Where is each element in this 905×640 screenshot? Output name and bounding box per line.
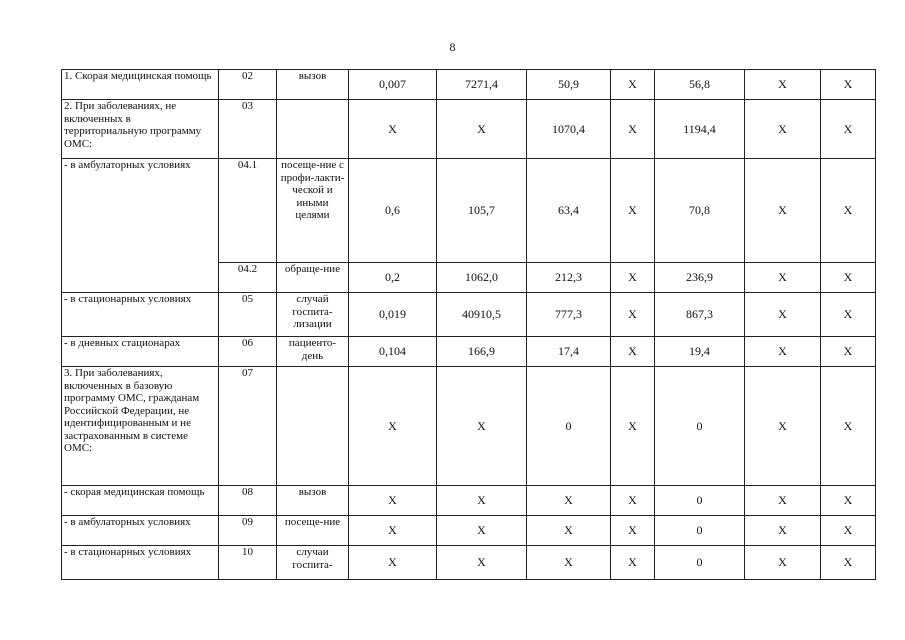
row-name-cell: 2. При заболеваниях, не включенных в территориальную программу ОМС:	[62, 100, 219, 159]
value-cell: X	[437, 546, 527, 580]
value-cell: X	[821, 70, 876, 100]
value-cell: 777,3	[527, 293, 611, 337]
value-cell: 1070,4	[527, 100, 611, 159]
value-cell: X	[437, 367, 527, 486]
value-cell: X	[349, 367, 437, 486]
row-unit-cell: пациенто-день	[277, 337, 349, 367]
value-cell: X	[821, 546, 876, 580]
value-cell: X	[821, 159, 876, 263]
row-code-cell: 06	[219, 337, 277, 367]
value-cell: X	[611, 100, 655, 159]
row-unit-cell: вызов	[277, 486, 349, 516]
row-code-cell: 02	[219, 70, 277, 100]
value-cell: 0	[527, 367, 611, 486]
data-table	[61, 69, 876, 580]
value-cell: 0,6	[349, 159, 437, 263]
row-code-cell: 03	[219, 100, 277, 159]
value-cell: 63,4	[527, 159, 611, 263]
value-cell: X	[745, 263, 821, 293]
value-cell: X	[611, 159, 655, 263]
table-row	[62, 546, 876, 580]
table-body	[62, 70, 876, 580]
table-row	[62, 516, 876, 546]
value-cell: 236,9	[655, 263, 745, 293]
row-name-cell: - в стационарных условиях	[62, 546, 219, 580]
value-cell: X	[437, 486, 527, 516]
value-cell: 0,2	[349, 263, 437, 293]
row-code-cell: 09	[219, 516, 277, 546]
value-cell: X	[349, 546, 437, 580]
page-number: 8	[449, 40, 456, 54]
value-cell: X	[745, 100, 821, 159]
row-name-cell: 3. При заболеваниях, включенных в базовую программу ОМС, гражданам Российской Федерации, не идентифицированным и не застрахованным в системе ОМС:	[62, 367, 219, 486]
value-cell: X	[527, 486, 611, 516]
value-cell: X	[527, 546, 611, 580]
value-cell: X	[745, 70, 821, 100]
row-code-cell: 07	[219, 367, 277, 486]
value-cell: 19,4	[655, 337, 745, 367]
value-cell: 105,7	[437, 159, 527, 263]
table-row	[62, 293, 876, 337]
value-cell: 56,8	[655, 70, 745, 100]
row-name-cell: - в амбулаторных условиях	[62, 516, 219, 546]
row-name-cell: - в дневных стационарах	[62, 337, 219, 367]
value-cell: X	[745, 337, 821, 367]
value-cell: X	[745, 486, 821, 516]
row-name-cell: - скорая медицинская помощь	[62, 486, 219, 516]
row-unit-cell: случай госпита-лизации	[277, 293, 349, 337]
value-cell: 7271,4	[437, 70, 527, 100]
value-cell: X	[437, 516, 527, 546]
value-cell: X	[349, 486, 437, 516]
row-code-cell: 08	[219, 486, 277, 516]
row-unit-cell: посеще-ние с профи-лакти-ческой и иными целями	[277, 159, 349, 263]
value-cell: X	[821, 337, 876, 367]
value-cell: 212,3	[527, 263, 611, 293]
row-code-cell: 04.2	[219, 263, 277, 293]
value-cell: 17,4	[527, 337, 611, 367]
row-unit-cell: обраще-ние	[277, 263, 349, 293]
value-cell: 0	[655, 516, 745, 546]
row-name-cell: 1. Скорая медицинская помощь	[62, 70, 219, 100]
row-unit-cell: случаи госпита-	[277, 546, 349, 580]
value-cell: X	[437, 100, 527, 159]
value-cell: X	[527, 516, 611, 546]
table-row	[62, 159, 876, 263]
value-cell: X	[611, 516, 655, 546]
value-cell: 1062,0	[437, 263, 527, 293]
value-cell: X	[611, 70, 655, 100]
value-cell: 0	[655, 367, 745, 486]
row-unit-cell: посеще-ние	[277, 516, 349, 546]
value-cell: X	[349, 516, 437, 546]
value-cell: X	[611, 337, 655, 367]
value-cell: X	[745, 293, 821, 337]
row-unit-cell	[277, 100, 349, 159]
row-code-cell: 05	[219, 293, 277, 337]
value-cell: X	[745, 159, 821, 263]
table-row	[62, 486, 876, 516]
value-cell: X	[821, 367, 876, 486]
row-name-cell: - в стационарных условиях	[62, 293, 219, 337]
table-row	[62, 367, 876, 486]
value-cell: X	[611, 486, 655, 516]
value-cell: X	[821, 516, 876, 546]
value-cell: X	[611, 293, 655, 337]
table-row	[62, 100, 876, 159]
value-cell: X	[821, 263, 876, 293]
value-cell: X	[349, 100, 437, 159]
value-cell: X	[745, 546, 821, 580]
value-cell: 40910,5	[437, 293, 527, 337]
value-cell: X	[821, 486, 876, 516]
value-cell: X	[745, 516, 821, 546]
value-cell: X	[745, 367, 821, 486]
row-unit-cell: вызов	[277, 70, 349, 100]
value-cell: 166,9	[437, 337, 527, 367]
value-cell: 1194,4	[655, 100, 745, 159]
table-row	[62, 337, 876, 367]
row-unit-cell	[277, 367, 349, 486]
value-cell: X	[611, 263, 655, 293]
value-cell: 0	[655, 546, 745, 580]
value-cell: X	[611, 367, 655, 486]
row-name-cell	[62, 263, 219, 293]
value-cell: 867,3	[655, 293, 745, 337]
value-cell: 0,019	[349, 293, 437, 337]
table-row	[62, 70, 876, 100]
value-cell: 50,9	[527, 70, 611, 100]
table-row	[62, 263, 876, 293]
row-code-cell: 04.1	[219, 159, 277, 263]
row-name-cell: - в амбулаторных условиях	[62, 159, 219, 263]
value-cell: 0	[655, 486, 745, 516]
value-cell: X	[821, 100, 876, 159]
value-cell: X	[611, 546, 655, 580]
row-code-cell: 10	[219, 546, 277, 580]
value-cell: X	[821, 293, 876, 337]
value-cell: 70,8	[655, 159, 745, 263]
value-cell: 0,007	[349, 70, 437, 100]
value-cell: 0,104	[349, 337, 437, 367]
